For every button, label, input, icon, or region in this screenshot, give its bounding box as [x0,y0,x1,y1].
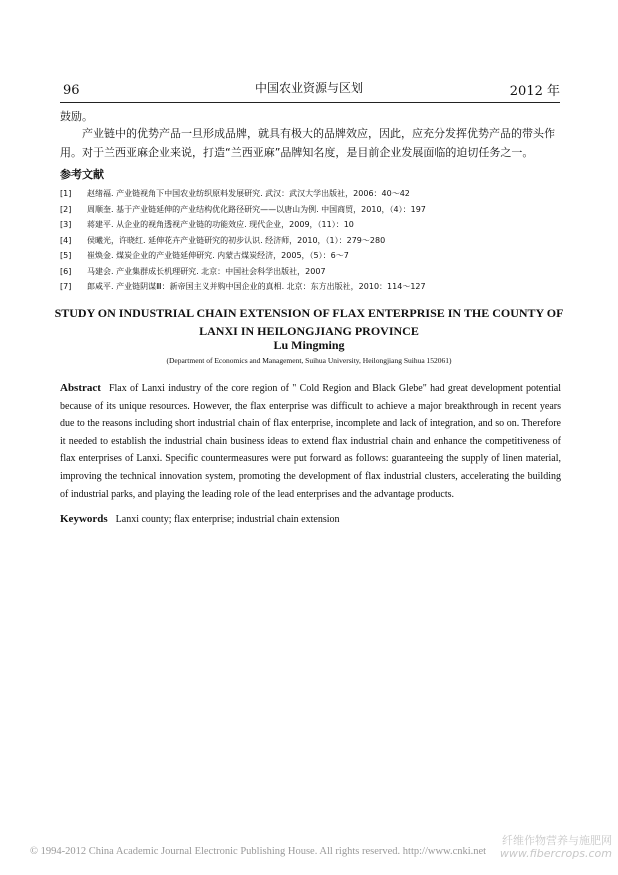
author: Lu Mingming [273,338,345,352]
reference-item [60,186,560,202]
references-heading: 参考文献 [60,168,104,181]
reference-item [60,264,560,280]
reference-text: 郎咸平. 产业链阴谋Ⅲ：新帝国主义并购中国企业的真相. 北京：东方出版社，2010：114～127 [87,282,426,291]
reference-text: 蒋建平. 从企业的视角透视产业链的功能效应. 现代企业，2009，（11）：10 [87,220,354,229]
reference-item [60,233,560,249]
affiliation: (Department of Economics and Management, Suihua University, Heilongjiang Suihua 152061) [166,356,452,365]
watermark-line2: www.fibercrops.com [499,847,612,860]
reference-text: 周顺奎. 基于产业链延伸的产业结构优化路径研究——以唐山为例. 中国商贸，2010，（4）：197 [87,204,426,214]
reference-item [60,217,560,233]
body-line: 鼓励。 [60,110,93,123]
reference-number: [6] [60,266,72,276]
references-list [60,186,560,295]
abstract-text: Flax of Lanxi industry of the core region of " Cold Region and Black Glebe" had great development potential because of its unique resources. However, the flax enterprise was difficult to achieve a major breakthrough in recent years due to the reasons including short industrial chain of flax enterprise, incomplete and lack of integration, and so on. Therefore it needed to establish the industrial chain business ideas to extend flax industrial chain and enhance the competitiveness of flax enterprises of Lanxi. Specific countermeasures were put forward as follows: guaranteeing the supply of linen material, improving the technical innovation system, promoting the development of flax industrial clusters, accelerating the building of industrial parks, and playing the leading role of the lead enterprises and the advantage products. [60,383,561,500]
keywords-text: Lanxi county; flax enterprise; industrial chain extension [115,514,340,525]
reference-number: [3] [60,220,72,229]
reference-item [60,248,560,264]
reference-text: 崔焕金. 煤炭企业的产业链延伸研究. 内蒙古煤炭经济，2005，（5）：6～7 [87,251,349,260]
journal-title: 中国农业资源与区划 [254,81,363,95]
year: 2012 年 [509,84,560,99]
reference-item [60,202,560,218]
reference-text: 侯曦光，许晓红. 延伸花卉产业链研究的初步认识. 经济师，2010，（1）：279～280 [87,235,386,245]
reference-text: 赵绪福. 产业链视角下中国农业纺织原料发展研究. 武汉：武汉大学出版社，2006：40～42 [87,189,410,198]
watermark-line1: 纤维作物营养与施肥网 [502,834,612,847]
keywords-label: Keywords [60,513,108,525]
abstract [60,380,561,503]
watermark [500,834,612,860]
abstract-label: Abstract [60,382,101,394]
reference-item [60,279,560,295]
reference-text: 马建会. 产业集群成长机理研究. 北京：中国社会科学出版社，2007 [87,266,326,276]
reference-number: [4] [60,235,72,245]
header-rule [60,102,560,103]
reference-number: [7] [60,282,72,291]
keywords [60,513,340,525]
reference-number: [5] [60,251,72,260]
body-paragraph: 产业链中的优势产品一旦形成品牌，就具有极大的品牌效应，因此，应充分发挥优势产品的带头作用。对于兰西亚麻企业来说，打造“兰西亚麻”品牌知名度，是目前企业发展面临的迫切任务之一。 [60,127,555,159]
page-number: 96 [63,83,80,98]
reference-number: [1] [60,189,72,198]
english-title: STUDY ON INDUSTRIAL CHAIN EXTENSION OF FLAX ENTERPRISE IN THE COUNTY OF LANXI IN HEILONGJIANG PROVINCE [54,306,564,338]
copyright-footer: © 1994-2012 China Academic Journal Electronic Publishing House. All rights reserved. http://www.cnki.net [30,846,487,857]
reference-number: [2] [60,204,72,214]
